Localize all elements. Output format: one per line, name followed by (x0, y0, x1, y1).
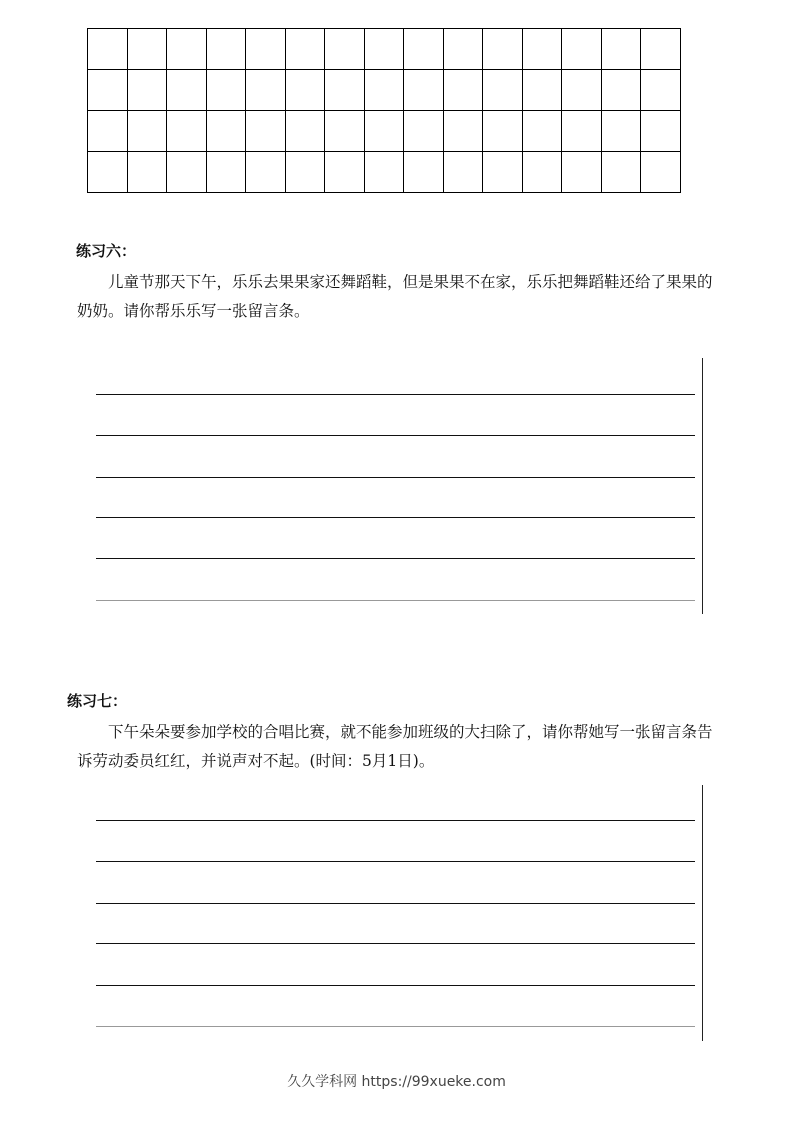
grid-cell (285, 29, 325, 70)
grid-cell (601, 152, 641, 193)
grid-cell (483, 29, 523, 70)
grid-cell (404, 70, 444, 111)
answer-line (96, 477, 695, 478)
answer-line (96, 985, 695, 986)
grid-cell (285, 152, 325, 193)
grid-cell (522, 29, 562, 70)
grid-row (88, 111, 681, 152)
grid-cell (325, 29, 365, 70)
answer-line (96, 943, 695, 944)
answer-line (96, 820, 695, 821)
grid-cell (443, 29, 483, 70)
grid-cell (206, 111, 246, 152)
exercise-7-heading: 练习七： (67, 692, 128, 710)
grid-cell (206, 29, 246, 70)
grid-cell (601, 111, 641, 152)
grid-cell (443, 111, 483, 152)
grid-row (88, 152, 681, 193)
grid-cell (601, 70, 641, 111)
grid-cell (167, 29, 207, 70)
writing-grid (87, 28, 681, 193)
grid-cell (206, 70, 246, 111)
answer-line (96, 903, 695, 904)
grid-cell (601, 29, 641, 70)
exercise-7-prompt: 下午朵朵要参加学校的合唱比赛，就不能参加班级的大扫除了，请你帮她写一张留言条告诉劳动委员红红，并说声对不起。(时间：5月1日)。 (77, 723, 713, 770)
grid-cell (127, 111, 167, 152)
grid-cell (246, 152, 286, 193)
grid-row (88, 29, 681, 70)
grid-cell (364, 152, 404, 193)
grid-cell (88, 29, 128, 70)
grid-cell (404, 29, 444, 70)
grid-cell (641, 70, 681, 111)
grid-cell (641, 29, 681, 70)
grid-cell (88, 111, 128, 152)
footer-watermark: 久久学科网 https://99xueke.com (287, 1074, 506, 1090)
grid-cell (483, 111, 523, 152)
grid-cell (127, 70, 167, 111)
grid-cell (88, 152, 128, 193)
margin-rule (702, 785, 703, 1041)
grid-cell (483, 152, 523, 193)
grid-cell (88, 70, 128, 111)
grid-cell (325, 111, 365, 152)
grid-cell (246, 111, 286, 152)
grid-cell (167, 70, 207, 111)
grid-cell (364, 29, 404, 70)
grid-cell (522, 111, 562, 152)
margin-rule (702, 358, 703, 614)
grid-cell (364, 111, 404, 152)
grid-cell (522, 152, 562, 193)
grid-cell (443, 152, 483, 193)
grid-cell (522, 70, 562, 111)
answer-line (96, 600, 695, 601)
grid-cell (562, 70, 602, 111)
answer-line (96, 435, 695, 436)
grid-cell (167, 111, 207, 152)
grid-row (88, 70, 681, 111)
grid-cell (246, 29, 286, 70)
grid-cell (562, 111, 602, 152)
answer-line (96, 861, 695, 862)
grid-cell (443, 70, 483, 111)
grid-cell (562, 152, 602, 193)
grid-cell (404, 111, 444, 152)
grid-cell (206, 152, 246, 193)
grid-cell (167, 152, 207, 193)
answer-line (96, 394, 695, 395)
grid-cell (364, 70, 404, 111)
answer-line (96, 1026, 695, 1027)
grid-cell (325, 152, 365, 193)
grid-cell (127, 152, 167, 193)
answer-line (96, 517, 695, 518)
grid-cell (562, 29, 602, 70)
grid-cell (404, 152, 444, 193)
grid-cell (285, 70, 325, 111)
grid-cell (127, 29, 167, 70)
grid-cell (285, 111, 325, 152)
grid-cell (641, 111, 681, 152)
grid-cell (246, 70, 286, 111)
exercise-6-prompt: 儿童节那天下午，乐乐去果果家还舞蹈鞋，但是果果不在家，乐乐把舞蹈鞋还给了果果的奶奶。请你帮乐乐写一张留言条。 (77, 273, 713, 320)
grid-cell (483, 70, 523, 111)
answer-line (96, 558, 695, 559)
grid-cell (641, 152, 681, 193)
grid-cell (325, 70, 365, 111)
exercise-6-heading: 练习六： (76, 242, 137, 260)
